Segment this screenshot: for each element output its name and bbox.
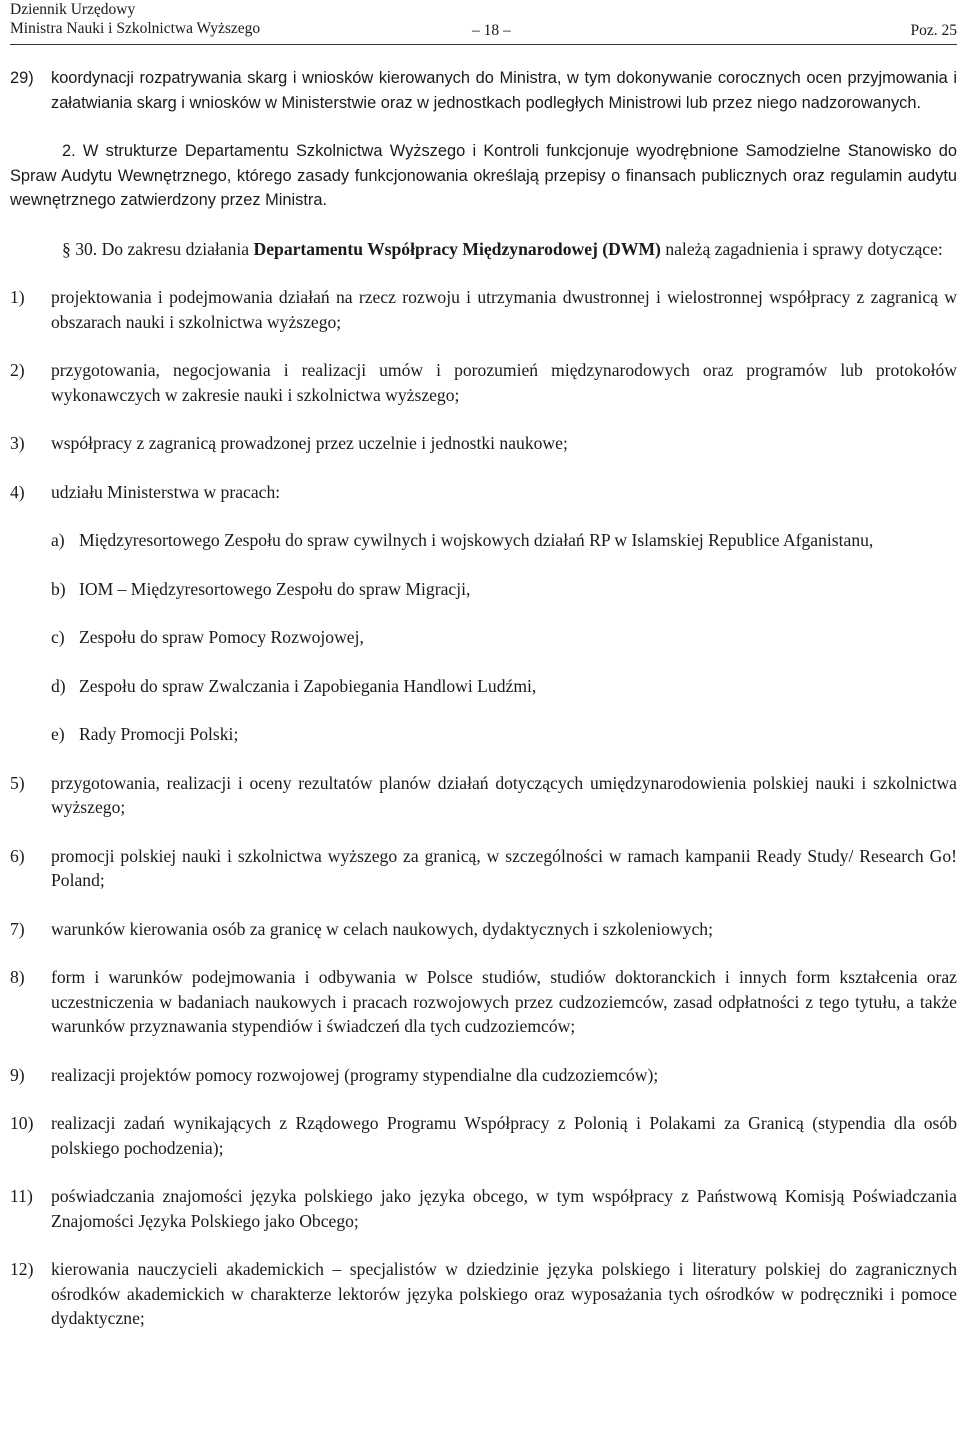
sub-item-letter: a) (51, 530, 65, 550)
item-number: 9) (10, 1064, 25, 1085)
item-text: przygotowania, negocjowania i realizacji umów i porozumień międzynarodowych oraz programów lub protokołów wykonawczych w zakresie nauki i szkolnictwa wyższego; (51, 360, 957, 405)
sub-item-text: IOM – Międzyresortowego Zespołu do spraw Migracji, (79, 578, 471, 599)
item-text: udziału Ministerstwa w pracach: (51, 481, 281, 502)
item-number: 8) (10, 967, 25, 987)
journal-title-line1: Dziennik Urzędowy (10, 1, 136, 18)
section-30-intro (10, 237, 957, 262)
list-item-29 (10, 66, 957, 115)
list-item (10, 1184, 957, 1233)
item-number: 12) (10, 1259, 34, 1279)
document-body (10, 44, 957, 1331)
item-number: 10) (10, 1113, 34, 1133)
sub-item-letter: d) (51, 675, 66, 696)
list-item (10, 844, 957, 893)
sub-item-letter: c) (51, 627, 65, 647)
item-number: 5) (10, 772, 25, 793)
paragraph-2: 2. W strukturze Departamentu Szkolnictwa Wyższego i Kontroli funkcjonuje wyodrębnione Samodzielne Stanowisko do Spraw Audytu Wewnętrznego, którego zasady funkcjonowania określają przepisy o finansach publicznych oraz regulamin audytu wewnętrznego zatwierdzony przez Ministra. (10, 142, 957, 209)
section-30-items (10, 285, 957, 1331)
list-item (10, 358, 957, 407)
sub-item-letter: e) (51, 724, 65, 744)
page-header (10, 0, 957, 44)
item-number: 2) (10, 360, 25, 380)
section-mark: § 30. (62, 238, 98, 259)
journal-title-line2: Ministra Nauki i Szkolnictwa Wyższego (10, 20, 261, 37)
item-number: 3) (10, 433, 25, 453)
section-intro-before: Do zakresu działania (101, 238, 250, 259)
item-text: projektowania i podejmowania działań na rzecz rozwoju i utrzymania dwustronnej i wielostronnej współpracy z zagranicą w obszarach nauki i szkolnictwa wyższego; (51, 287, 957, 332)
item-number: 29) (10, 69, 34, 87)
sub-item (51, 625, 957, 650)
sub-item-letter: b) (51, 578, 66, 599)
item-number: 4) (10, 481, 25, 502)
list-item (10, 965, 957, 1039)
sub-item-text: Zespołu do spraw Pomocy Rozwojowej, (79, 627, 364, 647)
list-item (10, 431, 957, 456)
item-text: form i warunków podejmowania i odbywania w Polsce studiów, studiów doktoranckich i innych form kształcenia oraz uczestniczenia w badaniach naukowych i pracach rozwojowych przez cudzoziemców, zasad odpłatności z tego tytułu, a także warunków przyznawania stypendiów i świadczeń dla tych cudzoziemców; (51, 967, 957, 1036)
item-number: 6) (10, 845, 25, 866)
item-text: przygotowania, realizacji i oceny rezultatów planów działań dotyczących umiędzynarodowienia polskiej nauki i szkolnictwa wyższego; (51, 772, 957, 817)
item-text: kierowania nauczycieli akademickich – specjalistów w dziedzinie języka polskiego i literatury polskiej do zagranicznych ośrodków akademickich w charakterze lektorów języka polskiego oraz wyposażania tych ośrodków w podręczniki i pomoce dydaktyczne; (51, 1259, 957, 1328)
item-text: poświadczania znajomości języka polskiego jako języka obcego, w tym współpracy z Państwową Komisją Poświadczania Znajomości Języka Polskiego jako Obcego; (51, 1186, 957, 1231)
list-item (10, 917, 957, 942)
department-name: Departamentu Współpracy Międzynarodowej (DWM) (253, 238, 661, 259)
page-number: – 18 – (472, 22, 511, 39)
sub-item-text: Rady Promocji Polski; (79, 724, 239, 744)
item-text: koordynacji rozpatrywania skarg i wniosków kierowanych do Ministra, w tym dokonywanie corocznych ocen przyjmowania i załatwiania skarg i wniosków w Ministerstwie oraz w jednostkach podległych Ministrowi lub przez niego nadzorowanych. (51, 69, 957, 112)
section-intro-after: należą zagadnienia i sprawy dotyczące: (665, 238, 943, 259)
header-rule (10, 44, 957, 45)
item-text: promocji polskiej nauki i szkolnictwa wyższego za granicą, w szczególności w ramach kampanii Ready Study/ Research Go! Poland; (51, 845, 957, 890)
journal-title (10, 0, 260, 38)
sub-item-text: Zespołu do spraw Zwalczania i Zapobiegania Handlowi Ludźmi, (79, 675, 537, 696)
sub-item (51, 577, 957, 602)
item-number: 7) (10, 918, 25, 939)
list-item (10, 1257, 957, 1331)
item-text: realizacji projektów pomocy rozwojowej (programy stypendialne dla cudzoziemców); (51, 1064, 659, 1085)
list-item (10, 285, 957, 334)
item-number: 11) (10, 1186, 33, 1206)
list-item (10, 1111, 957, 1160)
item-text: współpracy z zagranicą prowadzonej przez uczelnie i jednostki naukowe; (51, 433, 568, 453)
sub-item-text: Międzyresortowego Zespołu do spraw cywilnych i wojskowych działań RP w Islamskiej Republice Afganistanu, (79, 530, 874, 550)
sub-item (51, 528, 957, 553)
list-item (10, 1063, 957, 1088)
item-text: warunków kierowania osób za granicę w celach naukowych, dydaktycznych i szkoleniowych; (51, 918, 713, 939)
sub-item (51, 674, 957, 699)
list-item (10, 771, 957, 820)
list-item (10, 480, 957, 505)
item-text: realizacji zadań wynikających z Rządowego Programu Współpracy z Polonią i Polakami za Granicą (stypendia dla osób polskiego pochodzenia); (51, 1113, 957, 1158)
position-number: Poz. 25 (910, 22, 957, 39)
sub-item (51, 722, 957, 747)
item-number: 1) (10, 287, 25, 307)
